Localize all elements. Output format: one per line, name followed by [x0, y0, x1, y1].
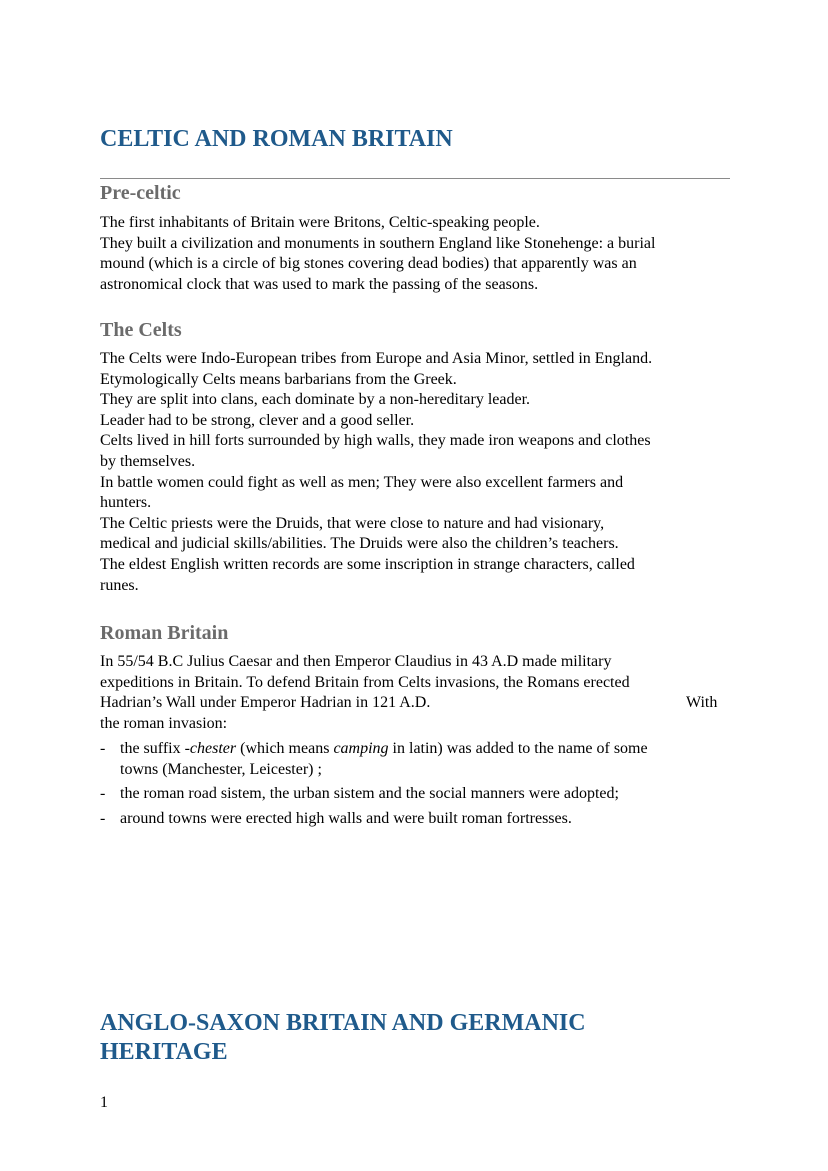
chapter-title-anglo-saxon	[100, 1009, 586, 1067]
text-line: runes.	[100, 576, 139, 594]
text-line: The Celtic priests were the Druids, that were close to nature and had visionary,	[100, 514, 605, 532]
text-line-justified	[100, 693, 730, 714]
roman-influence-list	[100, 739, 730, 833]
title-line: ANGLO-SAXON BRITAIN AND GERMANIC	[100, 1010, 586, 1036]
text-line: by themselves.	[100, 452, 196, 470]
paragraph-celts	[100, 349, 652, 596]
list-item	[100, 809, 730, 830]
italic-term-camping: camping	[333, 740, 389, 757]
list-item-line: the roman road sistem, the urban sistem and the social manners were adopted;	[120, 785, 619, 803]
list-item-line: towns (Manchester, Leicester) ;	[120, 760, 322, 778]
title-divider	[100, 178, 730, 179]
text-line: In battle women could fight as well as men; They were also excellent farmers and	[100, 473, 624, 491]
bullet-dash: -	[100, 740, 106, 757]
text-line: Celts lived in hill forts surrounded by high walls, they made iron weapons and clothes	[100, 432, 651, 450]
text-line: They built a civilization and monuments in southern England like Stonehenge: a burial	[100, 234, 656, 252]
text-line: The Celts were Indo-European tribes from Europe and Asia Minor, settled in England.	[100, 350, 653, 367]
text-run: the suffix	[120, 740, 185, 757]
list-item	[100, 784, 730, 805]
text-line: expeditions in Britain. To defend Britain from Celts invasions, the Romans erected	[100, 673, 630, 691]
text-line: medical and judicial skills/abilities. The Druids were also the children’s teachers.	[100, 535, 619, 553]
italic-term-chester: -chester	[184, 740, 237, 757]
text-run: in latin) was added to the name of some	[388, 740, 648, 757]
section-heading-celts: The Celts	[100, 319, 182, 341]
text-run: (which means	[236, 740, 334, 757]
text-line: hunters.	[100, 494, 152, 512]
section-heading-roman-britain: Roman Britain	[100, 622, 229, 644]
section-heading-pre-celtic: Pre-celtic	[100, 182, 181, 204]
text-line: In 55/54 B.C Julius Caesar and then Emperor Claudius in 43 A.D made military	[100, 653, 612, 670]
chapter-title-celtic-roman: CELTIC AND ROMAN BRITAIN	[100, 126, 453, 152]
paragraph-pre-celtic	[100, 213, 655, 295]
page-number: 1	[100, 1094, 108, 1111]
text-line: Leader had to be strong, clever and a good seller.	[100, 411, 415, 429]
text-line: Etymologically Celts means barbarians from the Greek.	[100, 370, 457, 388]
text-line: astronomical clock that was used to mark the passing of the seasons.	[100, 275, 539, 293]
text-line: mound (which is a circle of big stones covering dead bodies) that apparently was an	[100, 255, 637, 273]
list-item-line	[120, 739, 730, 760]
bullet-dash: -	[100, 785, 106, 803]
text-line-right: With	[686, 694, 718, 712]
text-line: The first inhabitants of Britain were Britons, Celtic-speaking people.	[100, 214, 540, 231]
title-line: HERITAGE	[100, 1039, 228, 1065]
paragraph-roman-britain	[100, 652, 730, 734]
text-line: The eldest English written records are some inscription in strange characters, called	[100, 555, 635, 573]
text-line: the roman invasion:	[100, 714, 228, 732]
text-line-left: Hadrian’s Wall under Emperor Hadrian in 121 A.D.	[100, 694, 431, 712]
list-item	[100, 739, 730, 780]
text-line: They are split into clans, each dominate by a non-hereditary leader.	[100, 391, 531, 409]
list-item-line: around towns were erected high walls and were built roman fortresses.	[120, 809, 572, 827]
bullet-dash: -	[100, 809, 106, 827]
